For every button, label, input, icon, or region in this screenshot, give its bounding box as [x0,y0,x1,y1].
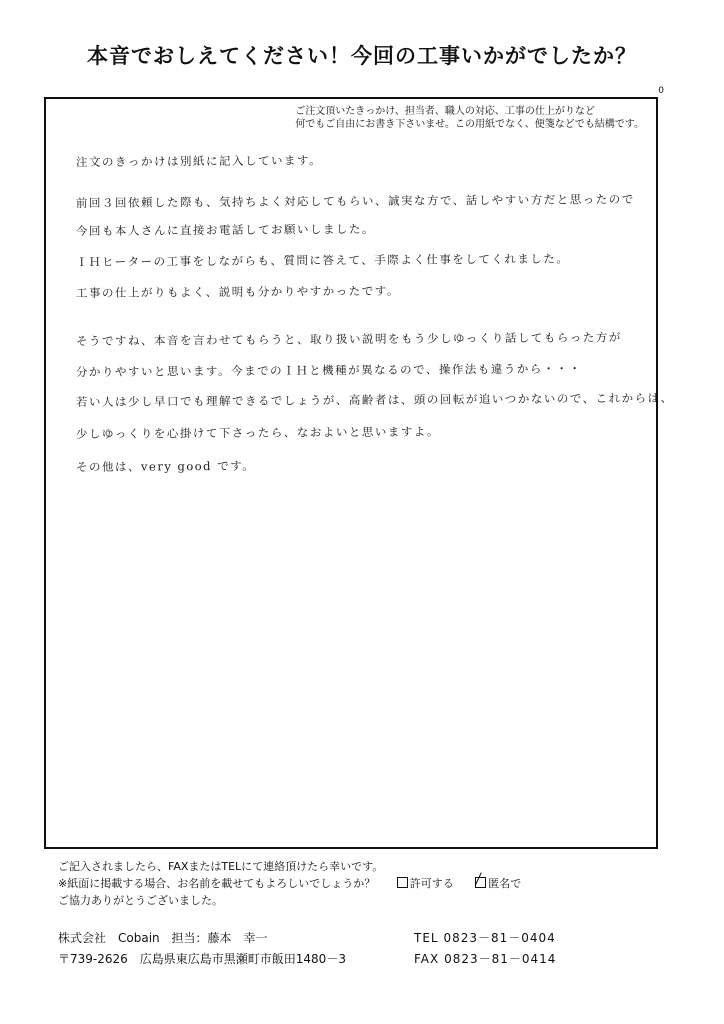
option-anonymous-label: 匿名で [488,877,522,890]
handwritten-line-8: 若い人は少し早口でも理解できるでしょうが、高齢者は、頭の回転が追いつかないので、これからは、 [75,390,674,409]
company-info [58,928,346,970]
footer-thanks: ご協力ありがとうございました。 [58,894,223,907]
publish-options [397,875,540,892]
handwritten-line-1: 注文のきっかけは別紙に記入しています。 [75,153,323,169]
contact-info [414,928,556,970]
anonymous-checkbox[interactable] [475,877,486,888]
handwritten-line-6: そうですね、本音を言わせてもらうと、取り扱い説明をもう少しゆっくり話してもらった方が [75,330,622,348]
footer-contact-request: ご記入されましたら、FAXまたはTELにて連絡頂けたら幸いです。 [58,860,384,873]
option-anonymous[interactable] [475,877,521,890]
handwritten-line-9: 少しゆっくりを心掛けて下さったら、なおよいと思いますよ。 [75,424,440,441]
footer-notes [58,858,539,909]
company-address: 〒739-2626 広島県東広島市黒瀬町市飯田1480－3 [58,952,346,966]
tel-row [414,928,556,949]
tel-number: 0823－81－0404 [443,931,556,945]
handwritten-line-3: 今回も本人さんに直接お電話してお願いしました。 [75,221,376,238]
instruction-line-2: 何でもご自由にお書き下さいませ。この用紙でなく、便箋などでも結構です。 [295,119,644,130]
handwritten-line-10: その他は、very good です。 [75,458,256,474]
allow-checkbox[interactable] [397,877,408,888]
fax-label: FAX [414,952,440,966]
fax-row [414,949,556,970]
instruction-line-1: ご注文頂いたきっかけ、担当者、職人の対応、工事の仕上がりなど [295,106,595,117]
handwritten-line-5: 工事の仕上がりもよく、説明も分かりやすかったです。 [75,283,400,300]
staff-name: 藤本 幸一 [207,931,268,945]
handwritten-line-4: ＩＨヒーターの工事をしながらも、質問に答えて、手際よく仕事をしてくれました。 [75,251,570,269]
option-allow-label: 許可する [409,877,454,890]
page-title: 本音でおしえてください！今回の工事いかがでしたか？ [87,44,637,68]
page-number: 0 [658,86,664,96]
form-instruction [295,105,644,131]
option-allow[interactable] [397,877,458,890]
comment-form-box [44,97,674,849]
handwritten-line-7: 分かりやすいと思います。今までのＩＨと機種が異なるので、操作法も違うから・・・ [75,361,582,379]
handwritten-line-2: 前回３回依頼した際も、気持ちよく対応してもらい、誠実な方で、話しやすい方だと思ったので [75,192,635,210]
footer-publish-question [58,875,539,892]
company-name-row [58,928,346,949]
fax-number: 0823－81－0414 [444,952,557,966]
staff-label: 担当： [171,931,208,945]
company-name: 株式会社 Cobain [58,931,160,945]
publish-question-text: ※紙面に掲載する場合、お名前を載せてもよろしいでしょうか？ [58,877,376,890]
tel-label: TEL [414,931,439,945]
